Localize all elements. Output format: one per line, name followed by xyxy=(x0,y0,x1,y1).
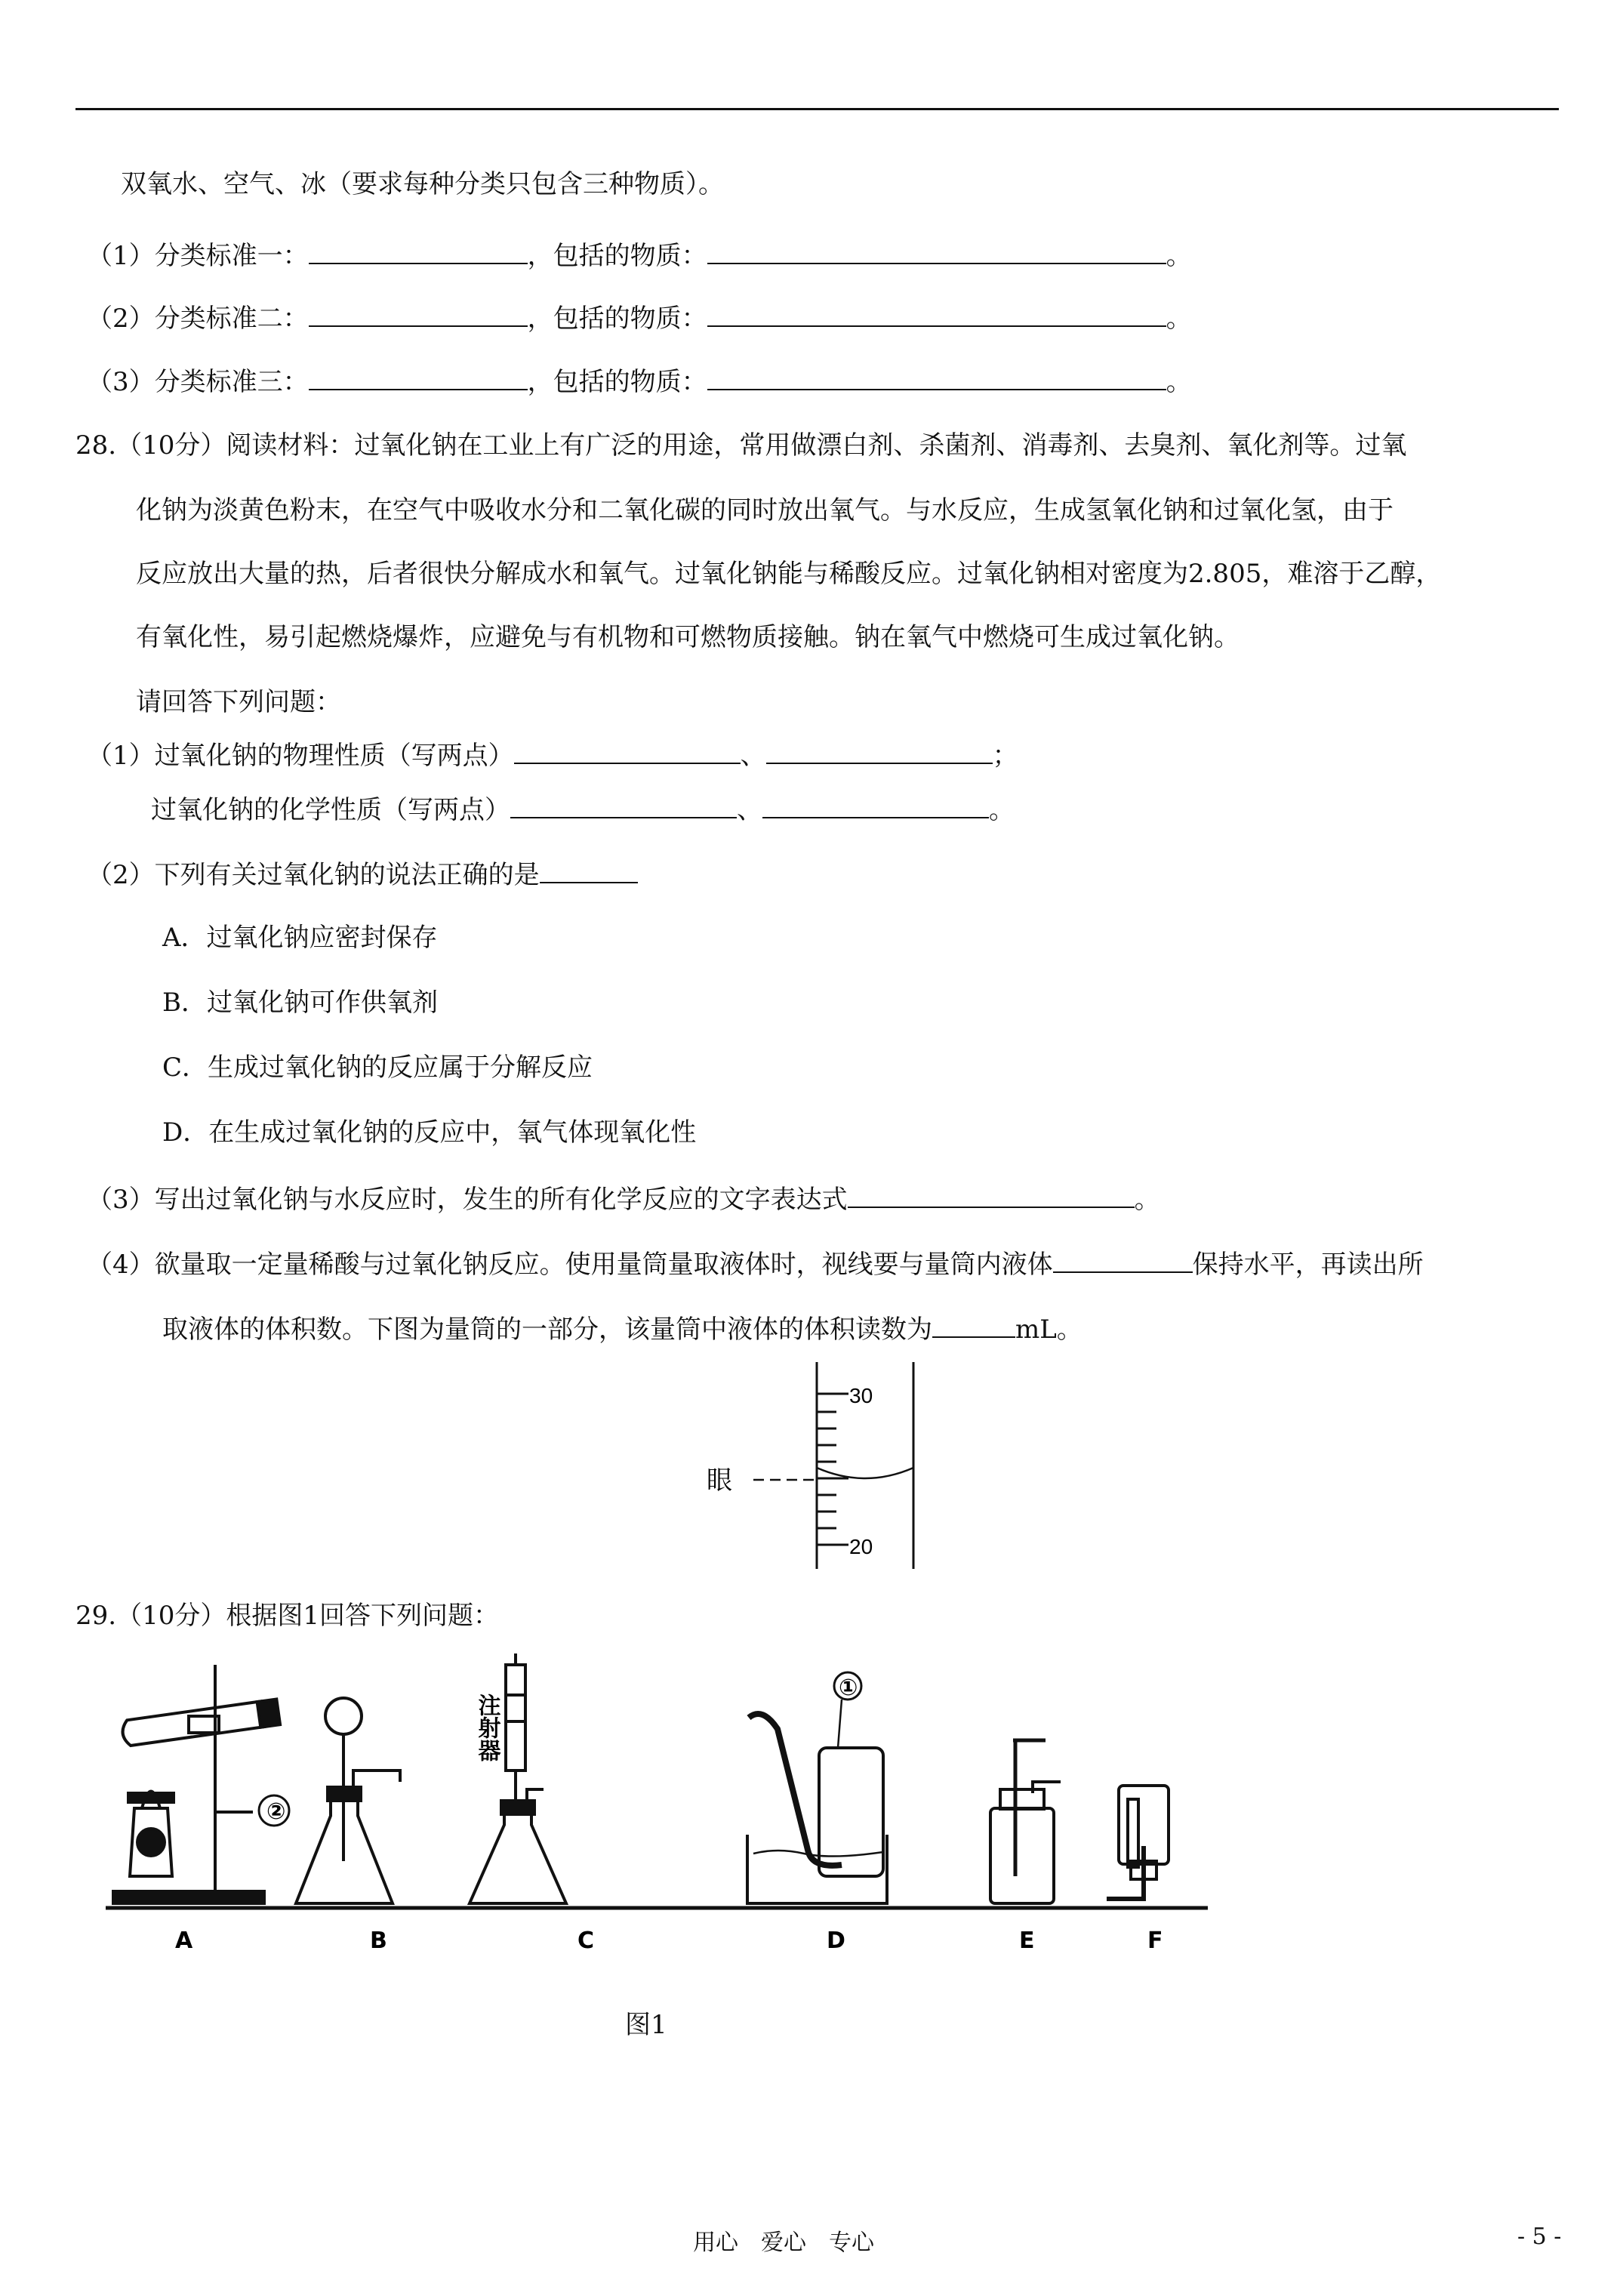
q27-item-1: （1）分类标准一： ，包括的物质： 。 xyxy=(87,237,1192,273)
answer-blank[interactable] xyxy=(510,791,737,818)
answer-blank[interactable] xyxy=(707,363,1166,390)
scale-label-bottom: 20 xyxy=(849,1535,873,1558)
answer-blank[interactable] xyxy=(309,300,528,327)
q28-para-line-1: 28.（10分）阅读材料：过氧化钠在工业上有广泛的用途，常用做漂白剂、杀菌剂、消毒剂、去臭剂、氧化剂等。过氧 xyxy=(75,430,1407,461)
header-rule xyxy=(75,108,1559,110)
syringe-label: 注射器 xyxy=(473,1693,500,1761)
label-b: B xyxy=(370,1928,387,1954)
label-a: A xyxy=(175,1928,193,1954)
marker-2: ② xyxy=(266,1798,286,1825)
q27-item-label: （2）分类标准二： xyxy=(87,304,309,334)
q27-item-mid: ，包括的物质： xyxy=(527,367,707,397)
q27-item-3: （3）分类标准三： ，包括的物质： 。 xyxy=(87,363,1192,399)
option-c: C．生成过氧化钠的反应属于分解反应 xyxy=(162,1052,593,1083)
label-c: C xyxy=(577,1928,595,1954)
option-d: D．在生成过氧化钠的反应中，氧气体现氧化性 xyxy=(162,1117,697,1148)
answer-blank[interactable] xyxy=(540,856,638,883)
apparatus-figure xyxy=(98,1650,1215,1967)
apparatus-f xyxy=(1107,1786,1169,1899)
option-b: B．过氧化钠可作供氧剂 xyxy=(162,988,438,1018)
q28-s2: （2）下列有关过氧化钠的说法正确的是 xyxy=(87,856,638,892)
label-d: D xyxy=(827,1928,845,1954)
q28-s1-chemical: 过氧化钠的化学性质（写两点） 、 。 xyxy=(151,791,1015,827)
q28-s1-physical: （1）过氧化钠的物理性质（写两点） 、 ； xyxy=(87,737,1018,772)
q28-para-line-4: 有氧化性，易引起燃烧爆炸，应避免与有机物和可燃物质接触。钠在氧气中燃烧可生成过氧化钠。 xyxy=(136,622,1240,652)
q27-tail: 双氧水、空气、冰（要求每种分类只包含三种物质）。 xyxy=(121,169,724,199)
q28-para-line-2: 化钠为淡黄色粉末，在空气中吸收水分和二氧化碳的同时放出氧气。与水反应，生成氢氧化钠和过氧化氢，由于 xyxy=(136,495,1394,525)
footer-motto: 用心 爱心 专心 xyxy=(693,2230,874,2256)
q27-item-mid: ，包括的物质： xyxy=(527,304,707,334)
q28-prompt: 请回答下列问题： xyxy=(136,687,341,717)
page-number: - 5 - xyxy=(1517,2224,1562,2250)
q27-item-mid: ，包括的物质： xyxy=(527,241,707,271)
answer-blank[interactable] xyxy=(309,363,528,390)
answer-blank[interactable] xyxy=(766,737,993,764)
answer-blank[interactable] xyxy=(707,300,1166,327)
label-e: E xyxy=(1019,1928,1035,1954)
answer-blank[interactable] xyxy=(848,1181,1135,1208)
q27-item-2: （2）分类标准二： ，包括的物质： 。 xyxy=(87,300,1192,335)
answer-blank[interactable] xyxy=(932,1311,1015,1338)
apparatus-b xyxy=(296,1698,400,1903)
label-f: F xyxy=(1147,1928,1163,1954)
option-a: A．过氧化钠应密封保存 xyxy=(162,923,438,953)
answer-blank[interactable] xyxy=(514,737,741,764)
q27-item-label: （3）分类标准三： xyxy=(87,367,309,397)
answer-blank[interactable] xyxy=(762,791,989,818)
q28-para-line-3: 反应放出大量的热，后者很快分解成水和氧气。过氧化钠能与稀酸反应。过氧化钠相对密度为2.805，难溶于乙醇， xyxy=(136,559,1442,589)
q28-s4-line2: 取液体的体积数。下图为量筒的一部分，该量筒中液体的体积读数为 mL。 xyxy=(162,1311,1083,1346)
apparatus-e xyxy=(990,1740,1061,1903)
q28-s4-line1: （4）欲量取一定量稀酸与过氧化钠反应。使用量筒量取液体时，视线要与量筒内液体 保持水平，再读出所 xyxy=(87,1246,1424,1281)
scale-label-top: 30 xyxy=(849,1384,873,1407)
marker-1: ① xyxy=(839,1675,858,1701)
figure-caption: 图1 xyxy=(625,2010,667,2040)
eye-label: 眼 xyxy=(707,1465,732,1496)
q29-title: 29.（10分）根据图1回答下列问题： xyxy=(75,1601,499,1631)
meniscus xyxy=(817,1468,913,1478)
apparatus-c xyxy=(470,1653,566,1903)
answer-blank[interactable] xyxy=(309,237,528,264)
q27-item-label: （1）分类标准一： xyxy=(87,241,309,271)
q28-s3: （3）写出过氧化钠与水反应时，发生的所有化学反应的文字表达式 。 xyxy=(87,1181,1160,1216)
apparatus-a xyxy=(113,1665,280,1903)
answer-blank[interactable] xyxy=(1053,1246,1193,1273)
apparatus-d xyxy=(747,1672,887,1903)
answer-blank[interactable] xyxy=(707,237,1166,264)
graduated-cylinder-figure xyxy=(702,1359,944,1574)
